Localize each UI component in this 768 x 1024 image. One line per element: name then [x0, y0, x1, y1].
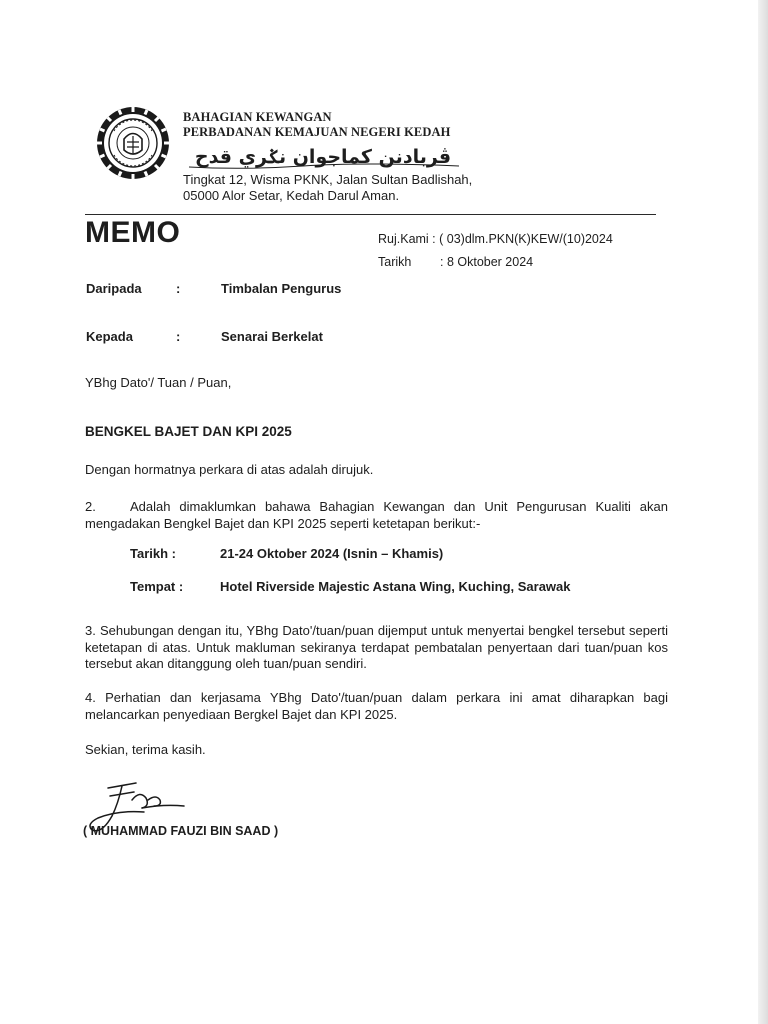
paragraph-1: Dengan hormatnya perkara di atas adalah dirujuk.	[85, 462, 374, 477]
to-value: Senarai Berkelat	[221, 329, 323, 344]
header-divider	[85, 214, 656, 215]
event-place-value: Hotel Riverside Majestic Astana Wing, Kuching, Sarawak	[220, 579, 571, 594]
org-line-2: PERBADANAN KEMAJUAN NEGERI KEDAH	[183, 125, 451, 139]
memo-heading: MEMO	[85, 216, 181, 249]
paragraph-3: 3. Sehubungan dengan itu, YBhg Dato'/tuan/puan dijemput untuk menyertai bengkel tersebut seperti ketetapan di atas. Untuk makluman sekiranya terdapat pembatalan penyertaan dari tuan/puan kos tersebut akan ditanggung oleh tuan/puan sendiri.	[85, 623, 668, 671]
jawi-name-text: ڤربادنن كماجوان نݢري قدح	[194, 146, 452, 168]
jawi-name-logo	[183, 142, 463, 172]
event-date-value: 21-24 Oktober 2024 (Isnin – Khamis)	[220, 546, 444, 561]
crest-seal-icon	[96, 106, 170, 180]
reference-number: Ruj.Kami : ( 03)dlm.PKN(K)KEW/(10)2024	[378, 232, 613, 246]
signer-name: ( MUHAMMAD FAUZI BIN SAAD )	[83, 824, 279, 838]
paragraph-2: Adalah dimaklumkan bahawa Bahagian Kewangan dan Unit Pengurusan Kualiti akan mengadakan Bengkel Bajet dan KPI 2025 seperti ketetapan berikut:-	[85, 499, 668, 531]
from-label: Daripada	[86, 281, 142, 296]
subject-line: BENGKEL BAJET DAN KPI 2025	[85, 424, 292, 439]
event-place-label: Tempat :	[130, 579, 184, 594]
closing-line: Sekian, terima kasih.	[85, 742, 206, 757]
paragraph-2-number: 2.	[85, 499, 96, 514]
from-value: Timbalan Pengurus	[221, 281, 342, 296]
address-line-1: Tingkat 12, Wisma PKNK, Jalan Sultan Badlishah,	[183, 172, 473, 187]
page-edge-shadow	[758, 0, 768, 1024]
to-label: Kepada	[86, 329, 133, 344]
address-line-2: 05000 Alor Setar, Kedah Darul Aman.	[183, 188, 400, 203]
event-date-label: Tarikh :	[130, 546, 176, 561]
to-colon: :	[176, 329, 181, 344]
date-label: Tarikh	[378, 255, 412, 269]
from-colon: :	[176, 281, 181, 296]
date-value: : 8 Oktober 2024	[440, 255, 534, 269]
paragraph-4: 4. Perhatian dan kerjasama YBhg Dato'/tuan/puan dalam perkara ini amat diharapkan bagi melancarkan penyediaan Bergkel Bajet dan KPI 2025.	[85, 690, 668, 722]
salutation: YBhg Dato'/ Tuan / Puan,	[85, 375, 232, 390]
org-line-1: BAHAGIAN KEWANGAN	[183, 110, 332, 124]
